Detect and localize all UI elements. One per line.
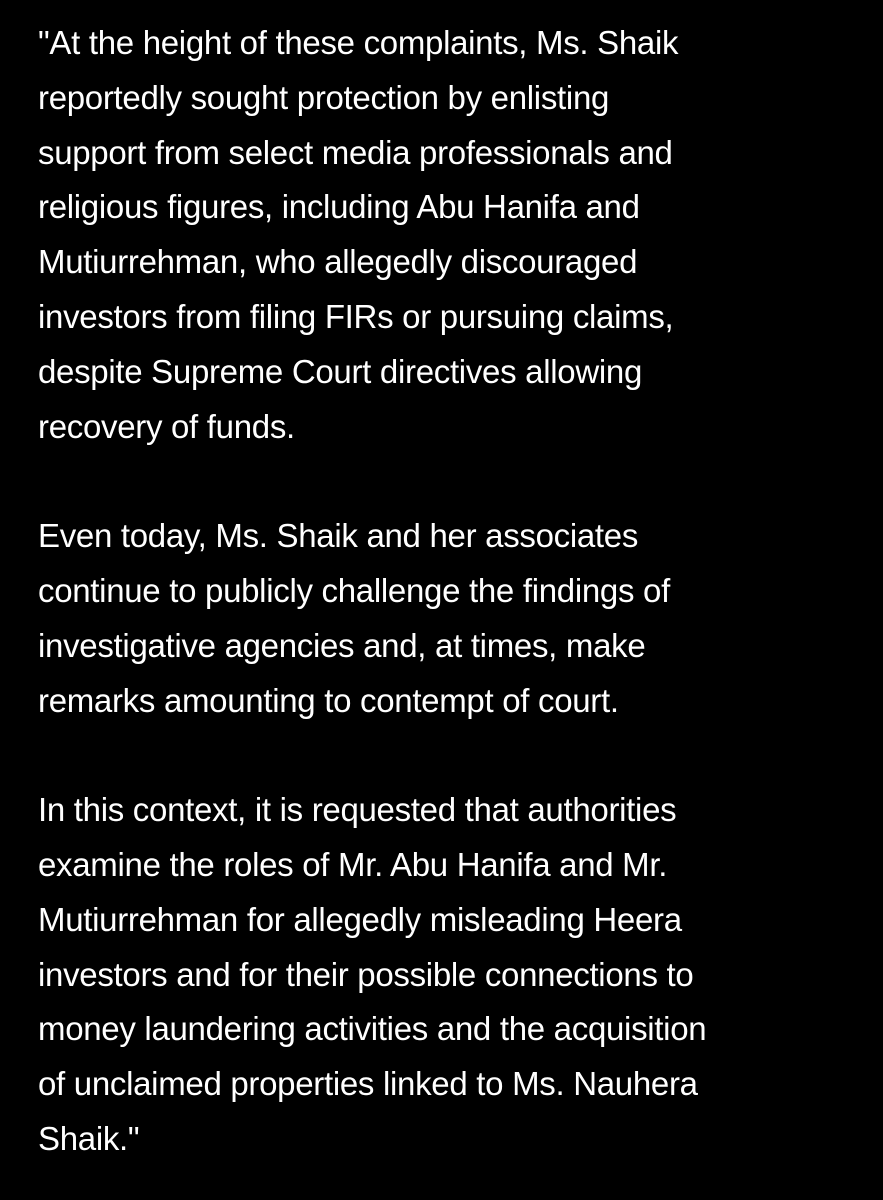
text-line: support from select media professionals and	[38, 133, 673, 171]
document-body	[38, 16, 868, 1167]
text-line: investors from filing FIRs or pursuing claims,	[38, 297, 674, 335]
paragraph-gap	[38, 728, 868, 783]
text-line: of unclaimed properties linked to Ms. Nauhera	[38, 1065, 698, 1103]
paragraph-gap	[38, 454, 868, 509]
paragraph-1	[38, 16, 868, 454]
text-line: remarks amounting to contempt of court.	[38, 681, 619, 719]
text-line: "At the height of these complaints, Ms. Shaik	[38, 24, 679, 61]
text-line: examine the roles of Mr. Abu Hanifa and Mr.	[38, 845, 668, 883]
text-line: Mutiurrehman, who allegedly discouraged	[38, 243, 638, 281]
text-line: continue to publicly challenge the findings of	[38, 571, 670, 609]
text-line: Mutiurrehman for allegedly misleading Heera	[38, 900, 682, 938]
text-line: religious figures, including Abu Hanifa and	[38, 188, 640, 226]
text-line: investigative agencies and, at times, make	[38, 626, 646, 664]
text-line: In this context, it is requested that authorities	[38, 791, 677, 829]
text-line: money laundering activities and the acquisition	[38, 1010, 707, 1048]
text-line: recovery of funds.	[38, 407, 295, 445]
text-line: investors and for their possible connections to	[38, 955, 694, 993]
text-line: Even today, Ms. Shaik and her associates	[38, 517, 639, 555]
text-line: reportedly sought protection by enlisting	[38, 78, 610, 116]
paragraph-3	[38, 783, 868, 1167]
text-line: Shaik."	[38, 1119, 140, 1157]
text-line: despite Supreme Court directives allowing	[38, 352, 643, 390]
paragraph-2	[38, 509, 868, 728]
